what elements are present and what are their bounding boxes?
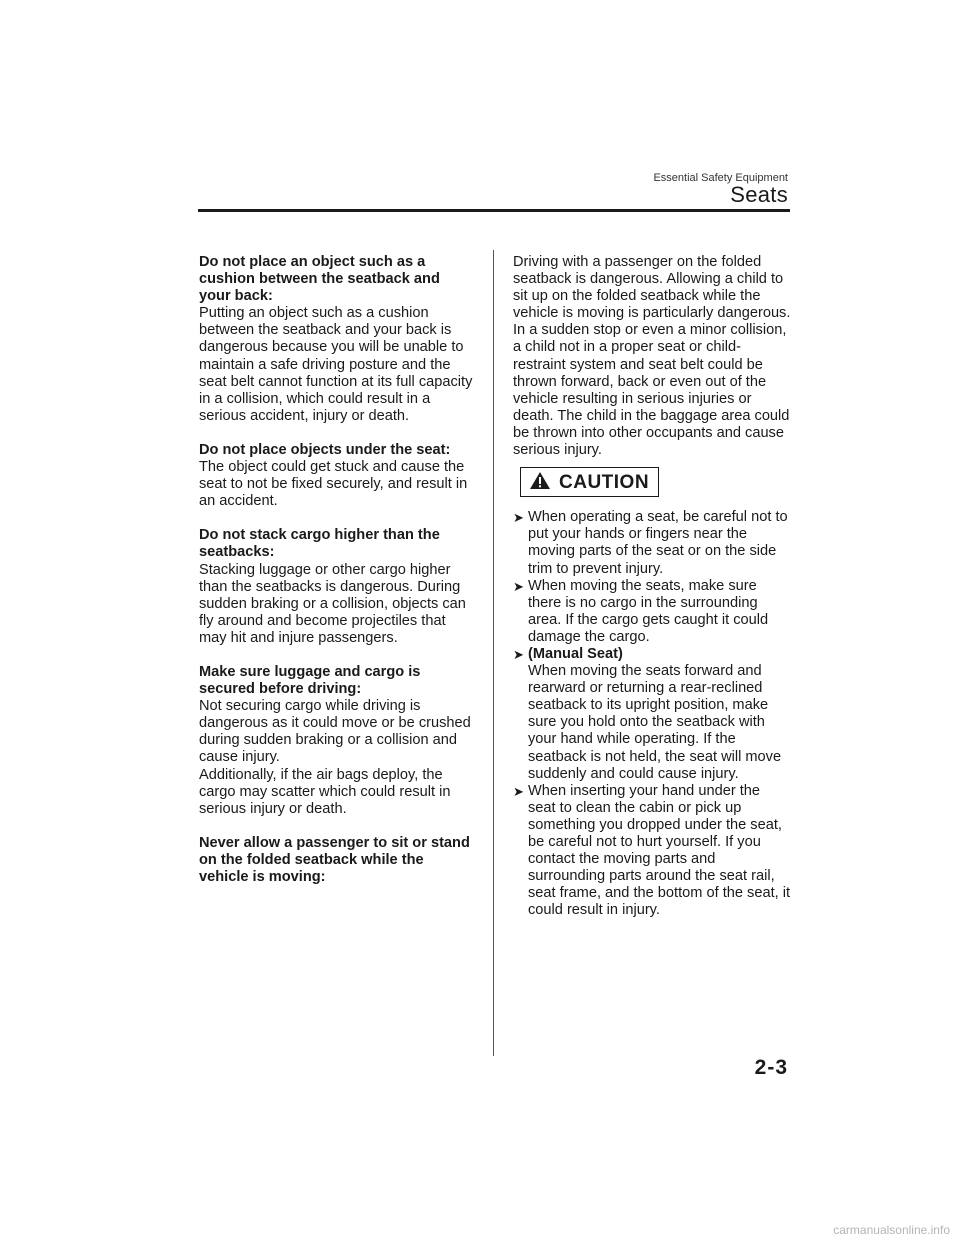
caution-label: CAUTION: [559, 471, 650, 493]
warning-heading: Do not place an object such as a cushion between the seatback and your back:: [199, 254, 440, 305]
warning-body-continued: Additionally, if the air bags deploy, the cargo may scatter which could result in serious injury or death.: [199, 766, 451, 817]
warning-heading: Do not place objects under the seat:: [199, 441, 451, 458]
left-column: [199, 254, 474, 903]
watermark: carmanualsonline.info: [833, 1223, 950, 1237]
caution-item-text: When operating a seat, be careful not to put your hands or fingers near the moving parts of the seat or on the side trim to prevent injury.: [528, 509, 788, 577]
warning-body: Not securing cargo while driving is dangerous as it could move or be crushed during sudden braking or a collision and cause injury.: [199, 698, 471, 766]
page-number: 2-3: [754, 1056, 788, 1079]
caution-item-text: When inserting your hand under the seat to clean the cabin or pick up something you dropped under the seat, be careful not to hurt yourself. If you contact the moving parts and surrounding parts around the seat rail, seat frame, and the bottom of the seat, it could result in injury.: [528, 782, 791, 919]
warning-body: Stacking luggage or other cargo higher than the seatbacks is dangerous. During sudden braking or a collision, objects can fly around and become projectiles that may hit and injure passengers.: [199, 561, 466, 646]
caution-item-text: When moving the seats forward and rearward or returning a rear-reclined seatback to its upright position, make sure you hold onto the seatback with your hand while operating. If the seatback is not held, the seat will move suddenly and could cause injury.: [528, 663, 782, 782]
warning-body: The object could get stuck and cause the seat to not be fixed securely, and result in an accident.: [199, 459, 468, 510]
caution-item-tag: (Manual Seat): [528, 645, 623, 662]
header-rule: [198, 209, 790, 212]
warning-body: Putting an object such as a cushion between the seatback and your back is dangerous because you will be unable to maintain a safe driving posture and the seat belt cannot function at its full capacity in a collision, which could result in a serious accident, injury or death.: [199, 305, 473, 424]
warning-heading: Make sure luggage and cargo is secured before driving:: [199, 663, 421, 698]
warning-block: [199, 835, 474, 886]
caution-item: [513, 646, 791, 783]
caution-item-text: When moving the seats, make sure there is no cargo in the surrounding area. If the cargo gets caught it could damage the cargo.: [528, 577, 769, 645]
warning-block: [199, 527, 474, 647]
caution-item: [513, 509, 791, 577]
warning-block: [199, 442, 474, 510]
arrowhead-bullet-icon: ➤: [513, 646, 524, 662]
warning-triangle-icon: [529, 471, 551, 493]
caution-item: [513, 578, 791, 646]
warning-heading: Never allow a passenger to sit or stand on the folded seatback while the vehicle is moving:: [199, 834, 470, 885]
right-column: [513, 254, 791, 919]
arrowhead-bullet-icon: ➤: [513, 578, 524, 594]
arrowhead-bullet-icon: ➤: [513, 510, 524, 526]
warning-body: Driving with a passenger on the folded seatback is dangerous. Allowing a child to sit up on the folded seatback while the vehicle is moving is particularly dangerous. In a sudden stop or even a minor collision, a child not in a proper seat or child-restraint system and seat belt could be thrown forward, back or even out of the vehicle resulting in serious injuries or death. The child in the baggage area could be thrown into other occupants and cause serious injury.: [513, 254, 791, 459]
warning-block: [199, 254, 474, 425]
header-section-label: Essential Safety Equipment: [653, 172, 788, 184]
page-title: Seats: [730, 182, 788, 207]
caution-box: [520, 467, 659, 497]
caution-list: [513, 509, 791, 919]
warning-heading: Do not stack cargo higher than the seatbacks:: [199, 527, 440, 561]
warning-block: [199, 664, 474, 818]
arrowhead-bullet-icon: ➤: [513, 783, 524, 799]
caution-item: [513, 783, 791, 920]
column-divider: [493, 250, 494, 1056]
